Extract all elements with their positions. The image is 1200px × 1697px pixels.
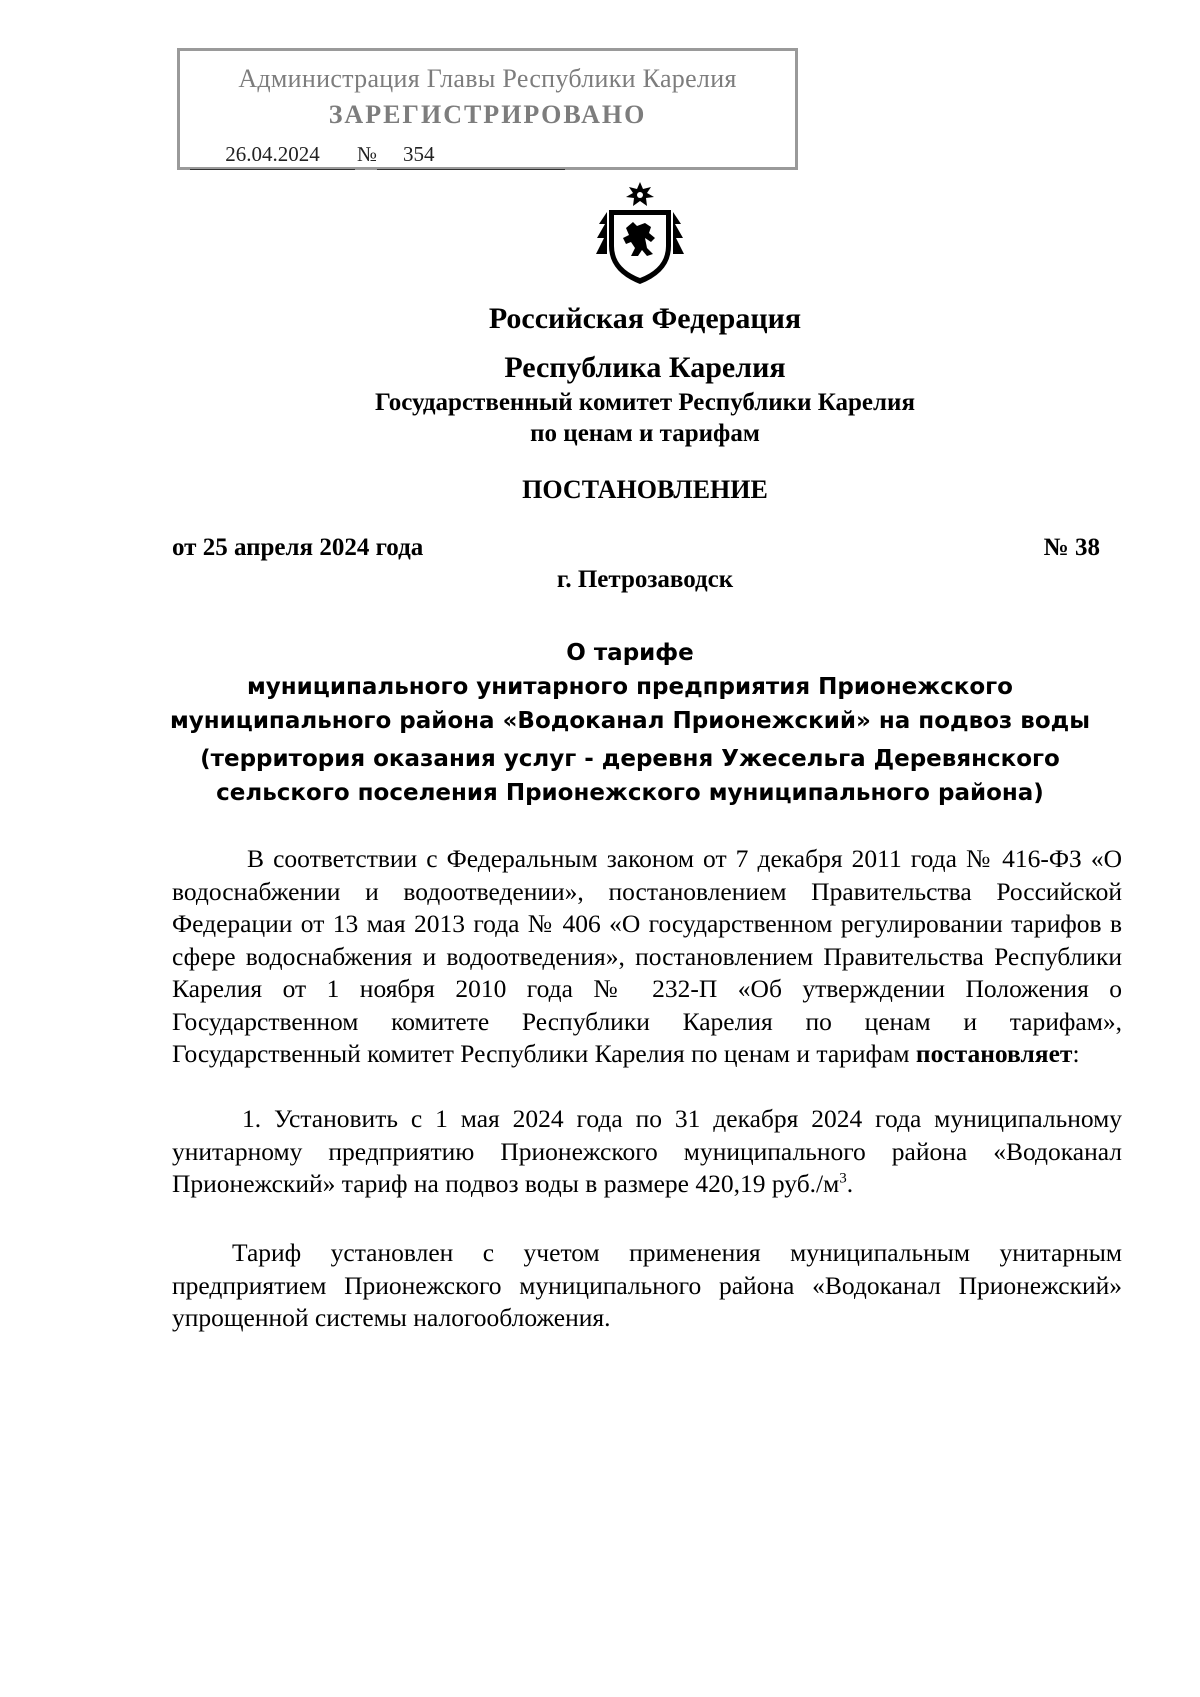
title-line-2: муниципального унитарного предприятия Прионежского <box>247 674 1013 700</box>
header-country: Российская Федерация <box>488 302 802 335</box>
tariff-note-paragraph: Тариф установлен с учетом применения муниципальным унитарным предприятием Прионежского муниципального района «Водоканал Прионежский» упрощенной системы налогообложения. <box>172 1238 1122 1332</box>
doc-type: ПОСТАНОВЛЕНИЕ <box>522 475 768 504</box>
preamble-bold: постановляет <box>915 1039 1073 1068</box>
preamble-end: : <box>1072 1039 1080 1068</box>
clause-1-superscript: 3 <box>839 1170 847 1187</box>
title-line-5: сельского поселения Прионежского муниципального района) <box>216 780 1044 806</box>
header-committee-line2: по ценам и тарифам <box>530 420 760 447</box>
header-republic: Республика Карелия <box>504 351 786 384</box>
clause-1-text: 1. Установить с 1 мая 2024 года по 31 декабря 2024 года муниципальному унитарному предприятию Прионежского муниципального района «Водоканал Прионежский» тариф на подвоз воды в размере 420,19 руб./м <box>172 1104 1122 1198</box>
clause-1-paragraph <box>172 1103 1122 1201</box>
registration-no-label: № <box>357 142 378 166</box>
clause-1-end: . <box>846 1169 854 1198</box>
header-committee-line1: Государственный комитет Республики Карелия <box>375 389 915 416</box>
registration-number: 354 <box>377 142 565 170</box>
title-line-3: муниципального района «Водоканал Прионежский» на подвоз воды <box>169 708 1091 734</box>
doc-city: г. Петрозаводск <box>556 566 734 593</box>
stamp-org: Администрация Главы Республики Карелия <box>238 64 737 93</box>
registration-row <box>190 142 565 170</box>
doc-date: от 25 апреля 2024 года <box>172 534 424 561</box>
title-line-1: О тарифе <box>566 640 694 666</box>
title-line-4: (территория оказания услуг - деревня Ужесельга Деревянского <box>200 746 1060 772</box>
registration-date: 26.04.2024 <box>190 142 355 170</box>
preamble-text: В соответствии с Федеральным законом от 7 декабря 2011 года № 416-ФЗ «О водоснабжении и водоотведении», постановлением Правительства Российской Федерации от 13 мая 2013 года № 406 «О государственном регулировании тарифов в сфере водоснабжения и водоотведения», постановлением Правительства Республики Карелия от 1 ноября 2010 года № 232-П «Об утверждении Положения о Государственном комитете Республики Карелия по ценам и тарифам», Государственный комитет Республики Карелия по ценам и тарифам <box>172 844 1122 1068</box>
doc-number: № 38 <box>1043 534 1100 561</box>
preamble-paragraph <box>172 843 1122 1071</box>
stamp-status: ЗАРЕГИСТРИРОВАНО <box>328 100 647 129</box>
karelia-coat-of-arms-icon <box>593 180 687 288</box>
